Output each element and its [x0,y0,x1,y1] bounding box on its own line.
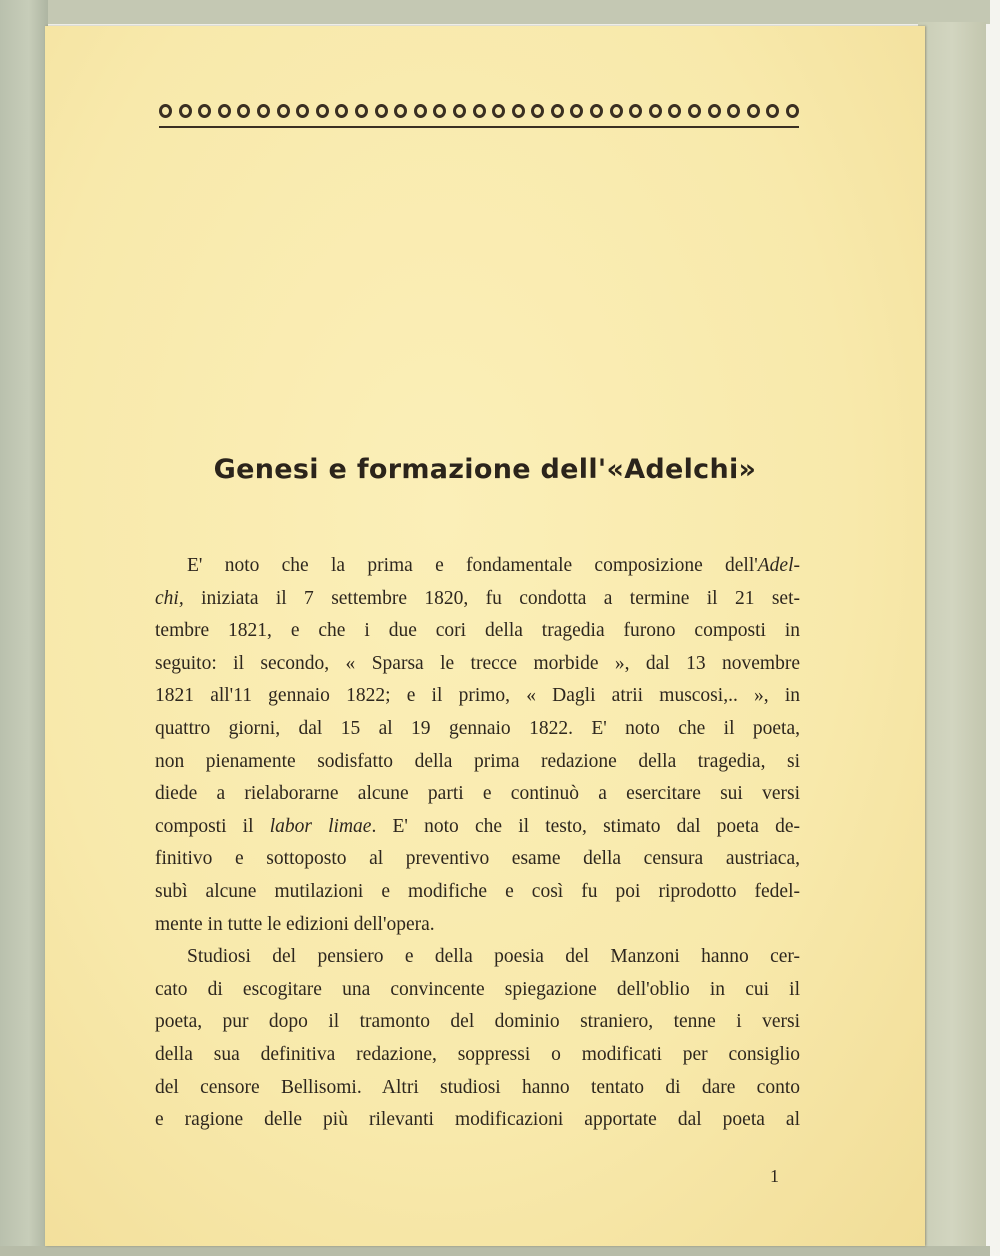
ornament-circle [453,104,466,118]
ornament-circle [708,104,721,118]
text-segment: diede a rielaborarne alcune parti e continuò a esercitare sui versi [155,783,800,805]
ornament-circle [433,104,446,118]
text-line [155,1072,800,1105]
text-line [155,909,800,942]
italic-text: Adel- [757,555,800,576]
text-segment: mente in tutte le edizioni dell'opera. [155,913,435,935]
ornament-circle [296,104,309,118]
cover-edge-right [918,22,986,1254]
ornament-circle [257,104,270,118]
ornament-circle [590,104,603,118]
ornament-circle [531,104,544,118]
text-line [155,811,800,844]
text-line [155,583,800,616]
chapter-title: Genesi e formazione dell'«Adelchi» [213,454,757,485]
body-text [155,550,800,1137]
text-line [155,1104,800,1137]
text-segment: del censore Bellisomi. Altri studiosi hanno tentato di dare conto [155,1076,800,1098]
ornament-circle [766,104,779,118]
text-segment: quattro giorni, dal 15 al 19 gennaio 1822. E' noto che il poeta, [155,717,800,739]
text-segment: seguito: il secondo, « Sparsa le trecce morbide », dal 13 novembre [155,652,800,674]
text-line [155,746,800,779]
cover-edge-bottom [0,1246,990,1256]
ornament-circle [414,104,427,118]
ornament-circle [218,104,231,118]
ornamental-border [159,104,799,118]
text-segment: tembre 1821, e che i due cori della tragedia furono composti in [155,620,800,642]
text-line [155,713,800,746]
ornament-circle [179,104,192,118]
ornament-circle [473,104,486,118]
text-segment: della sua definitiva redazione, soppressi o modificati per consiglio [155,1043,800,1065]
text-line [155,941,800,974]
ornament-circle [649,104,662,118]
text-segment: iniziata il 7 settembre 1820, fu condotta a termine il 21 set- [183,587,800,609]
book-page [45,26,925,1246]
ornament-circle [512,104,525,118]
text-line [155,778,800,811]
text-segment: e ragione delle più rilevanti modificazioni apportate dal poeta al [155,1109,800,1131]
text-line [155,648,800,681]
page-number: 1 [770,1166,779,1186]
ornament-circle [237,104,250,118]
ornament-circle [316,104,329,118]
text-line [155,1039,800,1072]
ornament-circle [727,104,740,118]
text-segment: Studiosi del pensiero e della poesia del Manzoni hanno cer- [187,946,800,968]
ornament-circle [277,104,290,118]
text-segment: . E' noto che il testo, stimato dal poeta de- [371,815,800,837]
ornament-circle [570,104,583,118]
header-rule [159,126,799,128]
text-line [155,550,800,583]
text-line [155,843,800,876]
text-line [155,615,800,648]
text-line [155,1006,800,1039]
text-segment: finitivo e sottoposto al preventivo esame della censura austriaca, [155,848,800,870]
italic-text: labor limae [269,815,372,837]
ornament-circle [159,104,172,118]
text-line [155,974,800,1007]
ornament-circle [198,104,211,118]
text-line [155,876,800,909]
ornament-circle [610,104,623,118]
ornament-circle [335,104,348,118]
text-segment: poeta, pur dopo il tramonto del dominio straniero, tenne i versi [155,1011,800,1033]
ornament-circle [355,104,368,118]
text-segment: cato di escogitare una convincente spiegazione dell'oblio in cui il [155,978,800,1000]
ornament-circle [551,104,564,118]
text-segment: 1821 all'11 gennaio 1822; e il primo, « Dagli atrii muscosi,.. », in [155,685,800,707]
text-segment: subì alcune mutilazioni e modifiche e così fu poi riprodotto fedel- [155,880,800,902]
ornament-circle [394,104,407,118]
text-line [155,680,800,713]
text-segment: composti il [155,815,270,837]
cover-edge-top [0,0,990,24]
ornament-circle [668,104,681,118]
italic-text: chi, [155,587,184,609]
ornament-circle [629,104,642,118]
ornament-circle [688,104,701,118]
text-segment: non pienamente sodisfatto della prima redazione della tragedia, si [155,750,800,772]
ornament-circle [492,104,505,118]
ornament-circle [375,104,388,118]
ornament-circle [786,104,799,118]
ornament-circle [747,104,760,118]
text-segment: E' noto che la prima e fondamentale composizione dell' [187,555,758,576]
cover-edge-left [0,0,48,1256]
